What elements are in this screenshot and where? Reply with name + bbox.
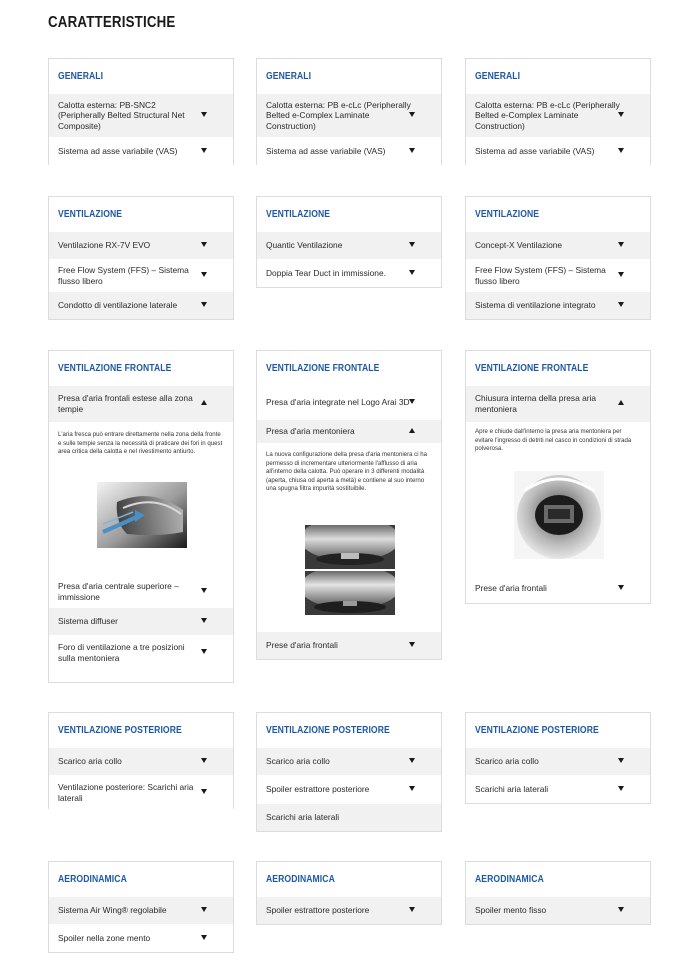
panel-title: VENTILAZIONE POSTERIORE bbox=[266, 725, 390, 736]
accordion-item[interactable] bbox=[49, 896, 233, 924]
panel-aerodinamica-1 bbox=[48, 861, 234, 953]
accordion-item[interactable] bbox=[466, 574, 650, 602]
helmet-vent-photo bbox=[97, 482, 187, 548]
item-label: Scarichi aria laterali bbox=[475, 784, 549, 795]
panel-title: GENERALI bbox=[266, 71, 312, 82]
accordion-item[interactable] bbox=[49, 231, 233, 259]
item-description: La nuova configurazione della presa d'aria mentoniera ci ha permesso di incrementare ulteriormente l'afflusso di aria all'interno della calotta. Può operare in 3 differenti modalità (aperta, chiusa od aperta a metà) e contiene al suo interno una spugna filtra impurità sostituibile. bbox=[257, 443, 441, 631]
item-label: Presa d'aria centrale superiore – immissione bbox=[58, 580, 179, 602]
panel-ventilazione-2 bbox=[256, 196, 442, 288]
chin-vent-photo-open bbox=[305, 525, 395, 569]
panel-title: VENTILAZIONE FRONTALE bbox=[266, 363, 380, 374]
panel-title: VENTILAZIONE bbox=[58, 209, 123, 220]
panel-frontale-3 bbox=[465, 350, 651, 604]
chevron-down-icon bbox=[618, 585, 624, 590]
item-label: Chiusura interna della presa aria mentoniera bbox=[475, 393, 597, 414]
accordion-item[interactable] bbox=[49, 635, 233, 669]
chevron-down-icon bbox=[201, 935, 207, 940]
item-label: Presa d'aria frontali estese alla zona tempie bbox=[58, 393, 193, 414]
panel-title: VENTILAZIONE FRONTALE bbox=[58, 363, 172, 374]
accordion-item[interactable] bbox=[257, 631, 441, 659]
item-label: Free Flow System (FFS) – Sistema flusso libero bbox=[475, 264, 606, 286]
item-label: Calotta esterna: PB e-cLc (Peripherally Belted e-Complex Laminate Construction) bbox=[475, 99, 620, 131]
chin-vent-photo-closed bbox=[305, 571, 395, 615]
chevron-up-icon bbox=[618, 400, 624, 405]
item-description: L'aria fresca può entrare direttamente nella zona della fronte e sulle tempie senza la necessità di praticare dei fori in quest area critica della calotta e nel rivestimento antiurto. bbox=[49, 422, 233, 575]
chevron-down-icon bbox=[201, 242, 207, 247]
accordion-item[interactable] bbox=[466, 291, 650, 319]
accordion-item[interactable] bbox=[466, 93, 650, 137]
chevron-up-icon bbox=[409, 428, 415, 433]
item-label: Presa d'aria integrate nel Logo Arai 3D bbox=[266, 397, 410, 408]
accordion-item[interactable] bbox=[49, 775, 233, 809]
chevron-down-icon bbox=[201, 618, 207, 623]
accordion-item[interactable] bbox=[49, 575, 233, 607]
chevron-down-icon bbox=[201, 789, 207, 794]
chevron-down-icon bbox=[618, 758, 624, 763]
accordion-item-expanded[interactable] bbox=[466, 385, 650, 422]
accordion-item[interactable] bbox=[49, 137, 233, 165]
panel-title: AERODINAMICA bbox=[475, 874, 544, 885]
item-label: Sistema ad asse variabile (VAS) bbox=[58, 146, 178, 157]
chevron-down-icon bbox=[409, 907, 415, 912]
panel-title: AERODINAMICA bbox=[266, 874, 335, 885]
accordion-item[interactable] bbox=[257, 385, 441, 419]
item-description: Apre e chiude dall'interno la presa aria mentoniera per evitare l'ingresso di detriti nel casco in condizioni di strada polverosa. bbox=[466, 422, 650, 574]
item-label: Scarico aria collo bbox=[266, 756, 330, 767]
chevron-down-icon bbox=[618, 148, 624, 153]
panel-frontale-2 bbox=[256, 350, 442, 660]
panel-title: AERODINAMICA bbox=[58, 874, 127, 885]
accordion-item[interactable] bbox=[49, 747, 233, 775]
item-label: Sistema diffuser bbox=[58, 616, 118, 627]
accordion-item[interactable] bbox=[466, 747, 650, 775]
panel-title: VENTILAZIONE bbox=[266, 209, 331, 220]
item-label: Sistema ad asse variabile (VAS) bbox=[266, 146, 386, 157]
chevron-down-icon bbox=[409, 786, 415, 791]
item-label: Condotto di ventilazione laterale bbox=[58, 300, 178, 311]
chevron-down-icon bbox=[409, 270, 415, 275]
chevron-down-icon bbox=[618, 302, 624, 307]
chevron-down-icon bbox=[201, 758, 207, 763]
panel-posteriore-2 bbox=[256, 712, 442, 832]
item-label: Prese d'aria frontali bbox=[475, 583, 547, 594]
chevron-down-icon bbox=[618, 272, 624, 277]
chevron-down-icon bbox=[618, 907, 624, 912]
accordion-item[interactable] bbox=[49, 607, 233, 635]
accordion-item[interactable] bbox=[257, 896, 441, 924]
item-label: Spoiler estrattore posteriore bbox=[266, 784, 370, 795]
panel-title: GENERALI bbox=[475, 71, 521, 82]
item-label: Scarichi aria laterali bbox=[266, 812, 340, 823]
panel-generali-2 bbox=[256, 58, 442, 165]
accordion-item[interactable] bbox=[257, 259, 441, 287]
accordion-item[interactable] bbox=[257, 231, 441, 259]
accordion-item[interactable] bbox=[257, 775, 441, 803]
accordion-item[interactable] bbox=[466, 775, 650, 803]
panel-aerodinamica-3 bbox=[465, 861, 651, 925]
accordion-item[interactable] bbox=[466, 137, 650, 165]
chevron-down-icon bbox=[201, 302, 207, 307]
accordion-item[interactable] bbox=[257, 93, 441, 137]
item-label: Concept-X Ventilazione bbox=[475, 240, 563, 251]
item-label: Spoiler nella zone mento bbox=[58, 933, 151, 944]
panel-posteriore-3 bbox=[465, 712, 651, 804]
chevron-down-icon bbox=[409, 642, 415, 647]
chevron-down-icon bbox=[618, 786, 624, 791]
item-label: Prese d'aria frontali bbox=[266, 640, 338, 651]
item-label: Sistema ad asse variabile (VAS) bbox=[475, 146, 595, 157]
panel-ventilazione-1 bbox=[48, 196, 234, 320]
chevron-down-icon bbox=[201, 148, 207, 153]
chevron-down-icon bbox=[201, 272, 207, 277]
chevron-down-icon bbox=[201, 112, 207, 117]
panel-title: VENTILAZIONE bbox=[475, 209, 540, 220]
item-label: Free Flow System (FFS) – Sistema flusso libero bbox=[58, 264, 189, 286]
panel-title: VENTILAZIONE POSTERIORE bbox=[475, 725, 599, 736]
chevron-down-icon bbox=[618, 112, 624, 117]
accordion-item[interactable] bbox=[49, 93, 233, 137]
chevron-down-icon bbox=[201, 588, 207, 593]
chin-vent-interior-photo bbox=[514, 471, 604, 559]
panel-title: GENERALI bbox=[58, 71, 104, 82]
item-label: Scarico aria collo bbox=[58, 756, 122, 767]
item-label: Ventilazione posteriore: Scarichi aria laterali bbox=[58, 781, 194, 803]
chevron-down-icon bbox=[409, 112, 415, 117]
accordion-item[interactable] bbox=[466, 259, 650, 291]
chevron-down-icon bbox=[409, 148, 415, 153]
item-label: Ventilazione RX-7V EVO bbox=[58, 240, 151, 251]
accordion-item[interactable] bbox=[49, 291, 233, 319]
chevron-down-icon bbox=[201, 649, 207, 654]
accordion-item[interactable] bbox=[257, 137, 441, 165]
chevron-down-icon bbox=[618, 242, 624, 247]
accordion-item[interactable] bbox=[49, 259, 233, 291]
accordion-item-expanded[interactable] bbox=[257, 419, 441, 443]
item-label: Spoiler estrattore posteriore bbox=[266, 905, 370, 916]
item-label: Scarico aria collo bbox=[475, 756, 539, 767]
item-label: Foro di ventilazione a tre posizioni sulla mentoniera bbox=[58, 641, 185, 663]
page-title: CARATTERISTICHE bbox=[48, 14, 176, 31]
accordion-item-expanded[interactable] bbox=[49, 385, 233, 422]
item-label: Calotta esterna: PB e-cLc (Peripherally Belted e-Complex Laminate Construction) bbox=[266, 99, 411, 131]
accordion-item[interactable] bbox=[257, 747, 441, 775]
panel-generali-1 bbox=[48, 58, 234, 165]
chevron-down-icon bbox=[409, 242, 415, 247]
chevron-down-icon bbox=[409, 399, 415, 404]
panel-title: VENTILAZIONE POSTERIORE bbox=[58, 725, 182, 736]
chevron-down-icon bbox=[201, 907, 207, 912]
item-label: Sistema di ventilazione integrato bbox=[475, 300, 596, 311]
chevron-up-icon bbox=[201, 400, 207, 405]
panel-generali-3 bbox=[465, 58, 651, 165]
chevron-down-icon bbox=[409, 758, 415, 763]
panel-posteriore-1 bbox=[48, 712, 234, 809]
item-label: Sistema Air Wing® regolabile bbox=[58, 905, 167, 916]
panel-frontale-1 bbox=[48, 350, 234, 683]
accordion-item[interactable] bbox=[466, 231, 650, 259]
accordion-item[interactable] bbox=[257, 803, 441, 831]
item-label: Quantic Ventilazione bbox=[266, 240, 343, 251]
panel-aerodinamica-2 bbox=[256, 861, 442, 925]
item-label: Calotta esterna: PB-SNC2 (Peripherally Belted Structural Net Composite) bbox=[58, 99, 185, 131]
accordion-item[interactable] bbox=[49, 924, 233, 952]
panel-title: VENTILAZIONE FRONTALE bbox=[475, 363, 589, 374]
item-label: Presa d'aria mentoniera bbox=[266, 426, 355, 437]
accordion-item[interactable] bbox=[466, 896, 650, 924]
panel-ventilazione-3 bbox=[465, 196, 651, 320]
item-label: Doppia Tear Duct in immissione. bbox=[266, 268, 386, 279]
item-label: Spoiler mento fisso bbox=[475, 905, 547, 916]
